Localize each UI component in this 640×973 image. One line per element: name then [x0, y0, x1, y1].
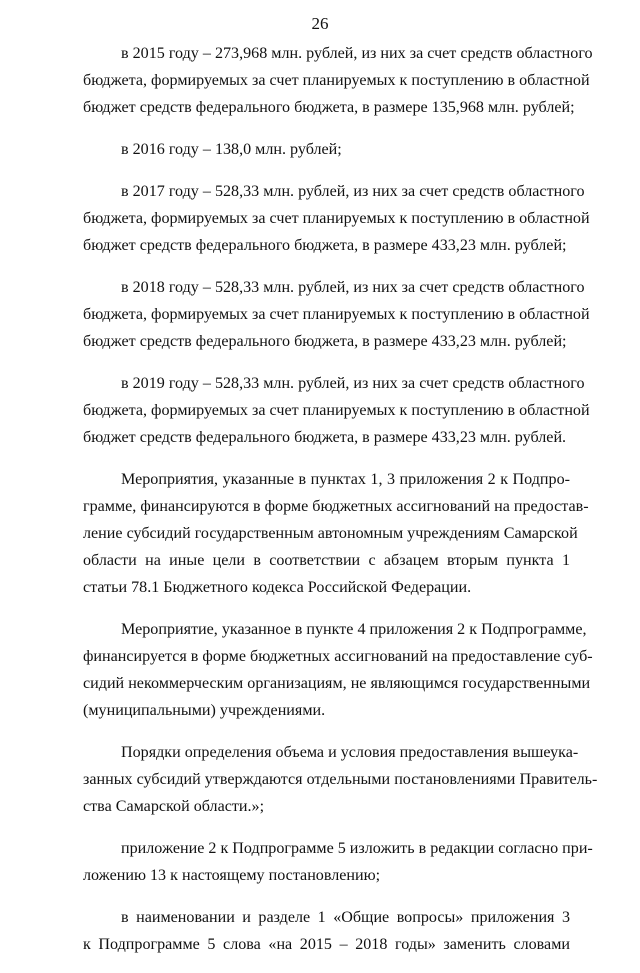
text-line: бюджета, формируемых за счет планируемых к поступлению в областной: [83, 306, 590, 323]
paragraph-2018-funding: [83, 274, 590, 355]
text-line: грамме, финансируются в форме бюджетных ассигнований на предостав-: [83, 498, 589, 515]
text-line: бюджета, формируемых за счет планируемых к поступлению в областной: [83, 402, 590, 419]
text-line: бюджета, формируемых за счет планируемых к поступлению в областной: [83, 72, 590, 89]
paragraph-2019-funding: [83, 370, 590, 451]
paragraph-annex-2-amendment: [83, 835, 593, 889]
text-line: в 2019 году – 528,33 млн. рублей, из них за счет средств областного: [121, 375, 585, 392]
text-line: области на иные цели в соответствии с абзацем вторым пункта 1: [83, 552, 570, 569]
paragraph-2015-funding: [83, 40, 593, 121]
text-line: (муниципальными) учреждениями.: [83, 702, 326, 719]
text-line: приложение 2 к Подпрограмме 5 изложить в редакции согласно при-: [121, 840, 593, 857]
text-line: ление субсидий государственным автономным учреждениям Самарской: [83, 525, 578, 542]
paragraph-measure-4: [83, 616, 593, 724]
text-line: бюджет средств федерального бюджета, в размере 433,23 млн. рублей;: [83, 237, 567, 254]
text-line: ства Самарской области.»;: [83, 798, 265, 815]
paragraph-subsidy-procedures: [83, 739, 598, 820]
text-line: бюджет средств федерального бюджета, в размере 433,23 млн. рублей.: [83, 429, 567, 446]
text-line: статьи 78.1 Бюджетного кодекса Российской Федерации.: [83, 579, 472, 596]
text-line: в 2018 году – 528,33 млн. рублей, из них за счет средств областного: [121, 279, 585, 296]
text-line: к Подпрограмме 5 слова «на 2015 – 2018 годы» заменить словами: [83, 936, 570, 953]
paragraph-measures-1-3: [83, 466, 589, 601]
text-line: сидий некоммерческим организациям, не являющимся государственными: [83, 675, 591, 692]
paragraph-2016-funding: [83, 136, 570, 163]
document-body: [83, 40, 598, 973]
text-line: Мероприятие, указанное в пункте 4 приложения 2 к Подпрограмме,: [121, 621, 587, 638]
text-line: финансируется в форме бюджетных ассигнований на предоставление суб-: [83, 648, 593, 665]
text-line: ложению 13 к настоящему постановлению;: [83, 867, 381, 884]
paragraph-annex-3-amendment: [83, 904, 570, 958]
text-line: занных субсидий утверждаются отдельными постановлениями Правитель-: [83, 771, 598, 788]
text-line: Порядки определения объема и условия предоставления вышеука-: [121, 744, 579, 761]
text-line: в наименовании и разделе 1 «Общие вопросы» приложения 3: [121, 909, 570, 926]
paragraph-2017-funding: [83, 178, 590, 259]
text-line: бюджет средств федерального бюджета, в размере 135,968 млн. рублей;: [83, 99, 575, 116]
text-line: в 2016 году – 138,0 млн. рублей;: [121, 141, 342, 158]
text-line: в 2017 году – 528,33 млн. рублей, из них за счет средств областного: [121, 183, 585, 200]
text-line: бюджета, формируемых за счет планируемых к поступлению в областной: [83, 210, 590, 227]
text-line: бюджет средств федерального бюджета, в размере 433,23 млн. рублей;: [83, 333, 567, 350]
page-number: 26: [311, 14, 329, 33]
text-line: в 2015 году – 273,968 млн. рублей, из них за счет средств областного: [121, 45, 593, 62]
text-line: Мероприятия, указанные в пунктах 1, 3 приложения 2 к Подпро-: [121, 471, 570, 488]
